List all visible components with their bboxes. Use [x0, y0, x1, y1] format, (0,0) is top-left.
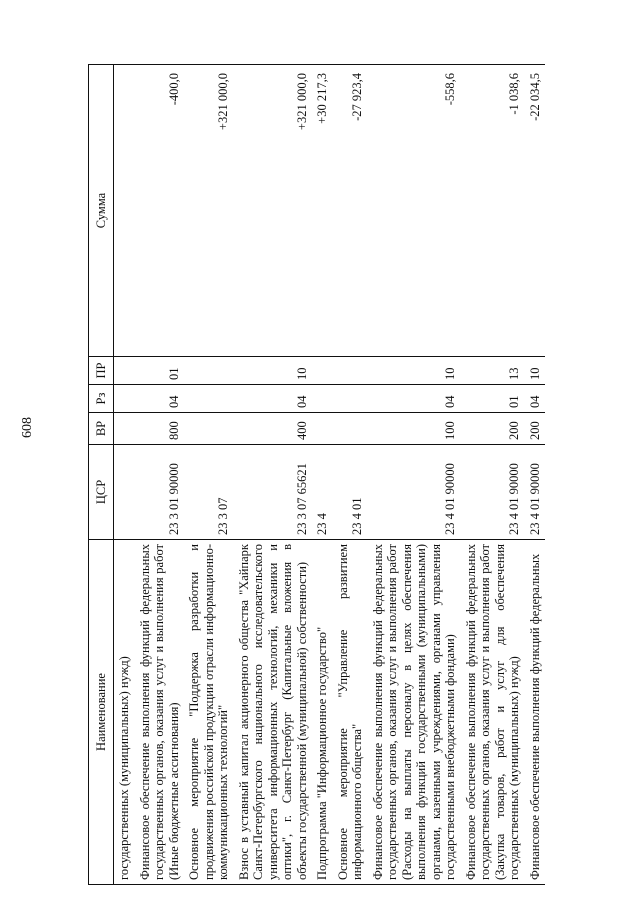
- header-name: Наименование: [89, 540, 114, 885]
- row-rz: [114, 385, 135, 413]
- row-vr: 100: [368, 413, 461, 445]
- table-row: [184, 65, 234, 885]
- page-number-text: 608: [20, 417, 35, 438]
- row-csr: 23 3 07: [184, 445, 234, 540]
- row-rz: 04: [234, 385, 313, 413]
- row-vr: [114, 413, 135, 445]
- row-vr: 200: [525, 413, 546, 445]
- row-csr: 23 4 01: [333, 445, 368, 540]
- row-csr: 23 4: [312, 445, 333, 540]
- row-vr: 800: [135, 413, 185, 445]
- row-pr: 01: [135, 357, 185, 385]
- row-sum: +321 000,0: [234, 65, 313, 357]
- row-name: Основное мероприятие "Управление развитием информационного общества": [333, 540, 368, 885]
- row-name: Подпрограмма "Информационное государство": [312, 540, 333, 885]
- row-sum: -558,6: [368, 65, 461, 357]
- row-pr: 10: [525, 357, 546, 385]
- row-pr: 10: [368, 357, 461, 385]
- budget-table: [88, 64, 545, 885]
- header-rz: Рз: [89, 385, 114, 413]
- row-csr: [114, 445, 135, 540]
- row-vr: [184, 413, 234, 445]
- row-rz: 04: [135, 385, 185, 413]
- table-row: [234, 65, 313, 885]
- row-rz: [184, 385, 234, 413]
- header-csr: ЦСР: [89, 445, 114, 540]
- header-vr: ВР: [89, 413, 114, 445]
- row-rz: 01: [461, 385, 525, 413]
- table-row: [333, 65, 368, 885]
- row-vr: 400: [234, 413, 313, 445]
- row-vr: [333, 413, 368, 445]
- row-vr: [312, 413, 333, 445]
- table-header-row: [89, 65, 114, 885]
- table-row: [312, 65, 333, 885]
- budget-page: [88, 65, 623, 885]
- row-csr: 23 3 07 65621: [234, 445, 313, 540]
- row-sum: [114, 65, 135, 357]
- table-row: [114, 65, 135, 885]
- row-name: Основное мероприятие "Поддержка разработки и продвижения российской продукции отрасли информационно-коммуникационных технологий": [184, 540, 234, 885]
- table-row: [135, 65, 185, 885]
- table-row: [368, 65, 461, 885]
- row-name: Финансовое обеспечение выполнения функций федеральных государственных органов, оказания услуг и выполнения работ (Иные бюджетные ассигнования): [135, 540, 185, 885]
- row-pr: [184, 357, 234, 385]
- row-csr: 23 3 01 90000: [135, 445, 185, 540]
- row-rz: [312, 385, 333, 413]
- row-csr: 23 4 01 90000: [461, 445, 525, 540]
- row-name: Финансовое обеспечение выполнения функций федеральных государственных органов, оказания услуг и выполнения работ (Расходы на выплаты персоналу в целях обеспечения выполнения функций государственными (муниципальными) органами, казенными учреждениями, органами управления государственными внебюджетными фондами): [368, 540, 461, 885]
- row-name: Финансовое обеспечение выполнения функций федеральных государственных органов, оказания услуг и выполнения работ (Закупка товаров, работ и услуг для обеспечения государственных (муниципальных) нужд): [461, 540, 525, 885]
- row-name: государственных (муниципальных) нужд): [114, 540, 135, 885]
- header-pr: ПР: [89, 357, 114, 385]
- row-vr: 200: [461, 413, 525, 445]
- row-pr: 10: [234, 357, 313, 385]
- row-rz: 04: [525, 385, 546, 413]
- row-sum: +321 000,0: [184, 65, 234, 357]
- row-name: Взнос в уставный капитал акционерного общества "Хайпарк Санкт-Петербургского национального исследовательского университета информационных технологий, механики и оптики", г. Санкт-Петербург (Капитальные вложения в объекты государственной (муниципальной) собственности): [234, 540, 313, 885]
- page-number: [0, 417, 35, 439]
- row-pr: [312, 357, 333, 385]
- row-sum: +30 217,3: [312, 65, 333, 357]
- row-rz: 04: [368, 385, 461, 413]
- row-pr: [333, 357, 368, 385]
- row-sum: -400,0: [135, 65, 185, 357]
- row-rz: [333, 385, 368, 413]
- row-pr: 13: [461, 357, 525, 385]
- row-csr: 23 4 01 90000: [368, 445, 461, 540]
- table-row: [525, 65, 546, 885]
- row-sum: -22 034,5: [525, 65, 546, 357]
- table-row: [461, 65, 525, 885]
- header-sum: Сумма: [89, 65, 114, 357]
- row-sum: -27 923,4: [333, 65, 368, 357]
- row-name: Финансовое обеспечение выполнения функций федеральных: [525, 540, 546, 885]
- row-sum: -1 038,6: [461, 65, 525, 357]
- row-pr: [114, 357, 135, 385]
- row-csr: 23 4 01 90000: [525, 445, 546, 540]
